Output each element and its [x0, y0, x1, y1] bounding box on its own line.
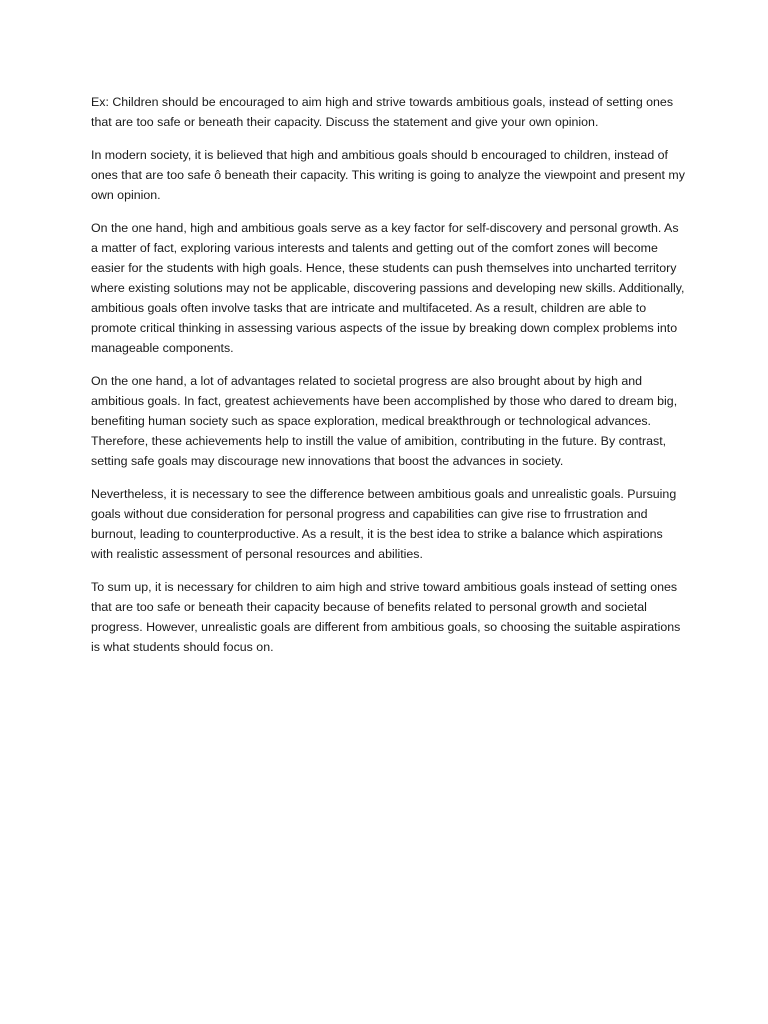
body-paragraph-societal-progress: On the one hand, a lot of advantages related to societal progress are also brought about by high and ambitious goals. In fact, greatest achievements have been accomplished by those who dared to dream big, benefiting human society such as space exploration, medical breakthrough or technological advances. Therefore, these achievements help to instill the value of amibition, contributing in the future. By contrast, setting safe goals may discourage new innovations that boost the advances in society. [91, 374, 678, 468]
conclusion-paragraph: To sum up, it is necessary for children to aim high and strive toward ambitious goals instead of setting ones that are too safe or beneath their capacity because of benefits related to personal growth and societal progress. However, unrealistic goals are different from ambitious goals, so choosing the suitable aspirations is what students should focus on. [91, 580, 681, 654]
essay-prompt: Ex: Children should be encouraged to aim high and strive towards ambitious goals, instead of setting ones that are too safe or beneath their capacity. Discuss the statement and give your own opinion. [91, 95, 674, 129]
introduction-paragraph: In modern society, it is believed that high and ambitious goals should b encouraged to children, instead of ones that are too safe ô beneath their capacity. This writing is going to analyze the viewpoint and present my own opinion. [91, 148, 685, 202]
body-paragraph-counterpoint: Nevertheless, it is necessary to see the difference between ambitious goals and unrealistic goals. Pursuing goals without due consideration for personal progress and capabilities can give rise to frrustration and burnout, leading to counterproductive. As a result, it is the best idea to strike a balance which aspirations with realistic assessment of personal resources and abilities. [91, 487, 677, 561]
body-paragraph-personal-growth: On the one hand, high and ambitious goals serve as a key factor for self-discovery and personal growth. As a matter of fact, exploring various interests and talents and getting out of the comfort zones will become easier for the students with high goals. Hence, these students can push themselves into uncharted territory where existing solutions may not be applicable, discovering passions and developing new skills. Additionally, ambitious goals often involve tasks that are intricate and multifaceted. As a result, children are able to promote critical thinking in assessing various aspects of the issue by breaking down complex problems into manageable components. [91, 221, 685, 355]
document-body [91, 92, 687, 670]
